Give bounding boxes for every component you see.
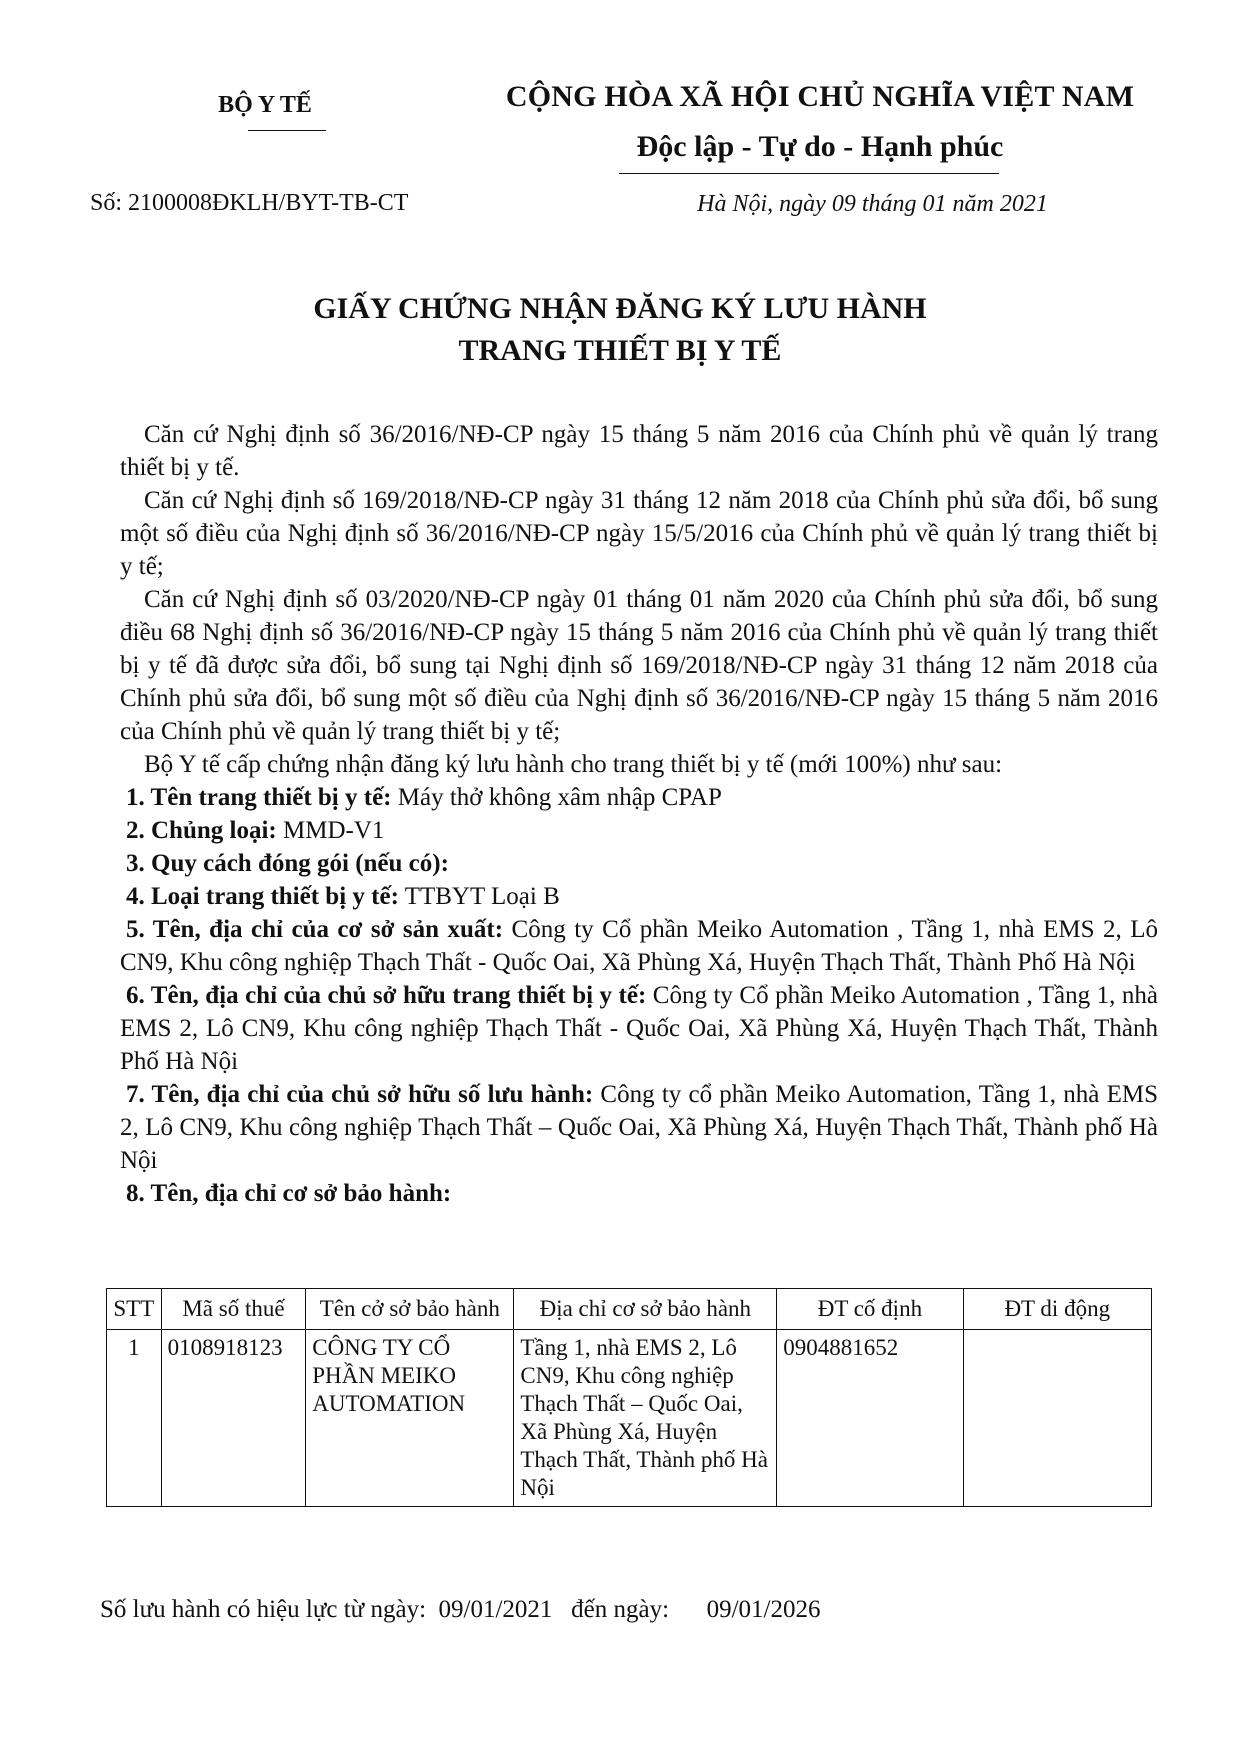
- item-label: 3. Quy cách đóng gói (nếu có):: [126, 850, 449, 877]
- validity-to-date: 09/01/2026: [706, 1596, 821, 1623]
- cell-tax-code: 0108918123: [161, 1330, 306, 1507]
- item-value: TTBYT Loại B: [398, 883, 560, 910]
- cell-stt: 1: [107, 1330, 162, 1507]
- cell-facility-address: Tầng 1, nhà EMS 2, Lô CN9, Khu công nghiệp Thạch Thất – Quốc Oai, Xã Phùng Xá, Huyện Thạch Thất, Thành phố Hà Nội: [514, 1330, 777, 1507]
- item-value: MMD-V1: [276, 817, 385, 844]
- item-device-name: [120, 781, 1158, 814]
- document-title-line2: TRANG THIẾT BỊ Y TẾ: [458, 334, 782, 367]
- item-type: [120, 814, 1158, 847]
- table-row: [107, 1330, 1152, 1507]
- item-value: Máy thở không xâm nhập CPAP: [391, 784, 722, 811]
- item-label: 5. Tên, địa chỉ của cơ sở sản xuất:: [126, 916, 504, 943]
- preamble-paragraph: Bộ Y tế cấp chứng nhận đăng ký lưu hành cho trang thiết bị y tế (mới 100%) như sau:: [144, 751, 1003, 778]
- date-line: Hà Nội, ngày 09 tháng 01 năm 2021: [697, 191, 1048, 217]
- column-header-tax-code: Mã số thuế: [161, 1289, 306, 1330]
- document-title-line1: GIẤY CHỨNG NHẬN ĐĂNG KÝ LƯU HÀNH: [313, 292, 927, 325]
- column-header-facility-address: Địa chỉ cơ sở bảo hành: [514, 1289, 777, 1330]
- preamble-paragraph: Căn cứ Nghị định số 169/2018/NĐ-CP ngày 31 tháng 12 năm 2018 của Chính phủ sửa đổi, bổ sung một số điều của Nghị định số 36/2016/NĐ-CP ngày 15/5/2016 của Chính phủ về quản lý trang thiết bị y tế;: [120, 487, 1158, 580]
- validity-line: [100, 1596, 820, 1624]
- item-warranty-facility: [120, 1177, 1158, 1210]
- item-packaging: [120, 847, 1158, 880]
- validity-from-label: Số lưu hành có hiệu lực từ ngày:: [100, 1596, 427, 1623]
- item-label: 4. Loại trang thiết bị y tế:: [126, 883, 399, 910]
- column-header-facility-name: Tên cở sở bảo hành: [306, 1289, 514, 1330]
- column-header-stt: STT: [107, 1289, 162, 1330]
- column-header-landline: ĐT cố định: [777, 1289, 963, 1330]
- national-title: CỘNG HÒA XÃ HỘI CHỦ NGHĨA VIỆT NAM: [505, 80, 1135, 113]
- preamble-paragraph: Căn cứ Nghị định số 03/2020/NĐ-CP ngày 01 tháng 01 năm 2020 của Chính phủ sửa đổi, bổ sung điều 68 Nghị định số 36/2016/NĐ-CP ngày 15 tháng 5 năm 2016 của Chính phủ về quản lý trang thiết bị y tế đã được sửa đổi, bổ sung tại Nghị định số 169/2018/NĐ-CP ngày 31 tháng 12 năm 2018 của Chính phủ sửa đổi, bổ sung một số điều của Nghị định số 36/2016/NĐ-CP ngày 15 tháng 5 năm 2016 của Chính phủ về quản lý trang thiết bị y tế;: [120, 586, 1158, 745]
- item-label: 2. Chủng loại:: [126, 817, 277, 844]
- cell-mobile: [963, 1330, 1151, 1507]
- item-label: 6. Tên, địa chỉ của chủ sở hữu trang thiết bị y tế:: [126, 982, 647, 1009]
- table-header-row: [107, 1289, 1152, 1330]
- document-number: Số: 2100008ĐKLH/BYT-TB-CT: [90, 190, 409, 216]
- agency-underline: [248, 130, 326, 131]
- issuing-agency: BỘ Y TẾ: [218, 92, 312, 118]
- item-value: Công ty cổ phần Meiko Automation, Tầng 1, nhà EMS 2, Lô CN9, Khu công nghiệp Thạch Thất – Quốc Oai, Xã Phùng Xá, Huyện Thạch Thất, Thành phố Hà Nội: [120, 1081, 1158, 1174]
- validity-to-label: đến ngày:: [571, 1596, 670, 1623]
- column-header-mobile: ĐT di động: [963, 1289, 1151, 1330]
- item-device-class: [120, 880, 1158, 913]
- motto-underline: [619, 173, 999, 174]
- item-value: Công ty Cổ phần Meiko Automation , Tầng 1, nhà EMS 2, Lô CN9, Khu công nghiệp Thạch Thất - Quốc Oai, Xã Phùng Xá, Huyện Thạch Thất, Thành Phố Hà Nội: [120, 916, 1158, 976]
- item-device-owner: [120, 979, 1158, 1078]
- cell-facility-name: CÔNG TY CỔ PHẦN MEIKO AUTOMATION: [306, 1330, 514, 1507]
- preamble-paragraph: Căn cứ Nghị định số 36/2016/NĐ-CP ngày 15 tháng 5 năm 2016 của Chính phủ về quản lý trang thiết bị y tế.: [120, 421, 1158, 481]
- warranty-table: [106, 1288, 1152, 1507]
- cell-landline: 0904881652: [777, 1330, 963, 1507]
- item-manufacturer: [120, 913, 1158, 979]
- validity-from-date: 09/01/2021: [438, 1596, 553, 1623]
- item-label: 7. Tên, địa chỉ của chủ sở hữu số lưu hành:: [126, 1081, 594, 1108]
- certificate-body: [120, 418, 1158, 1210]
- item-value: Công ty Cổ phần Meiko Automation , Tầng 1, nhà EMS 2, Lô CN9, Khu công nghiệp Thạch Thất - Quốc Oai, Xã Phùng Xá, Huyện Thạch Thất, Thành Phố Hà Nội: [120, 982, 1158, 1075]
- item-label: 8. Tên, địa chỉ cơ sở bảo hành:: [126, 1180, 452, 1207]
- item-label: 1. Tên trang thiết bị y tế:: [126, 784, 392, 811]
- item-registration-owner: [120, 1078, 1158, 1177]
- national-motto: Độc lập - Tự do - Hạnh phúc: [636, 130, 1004, 163]
